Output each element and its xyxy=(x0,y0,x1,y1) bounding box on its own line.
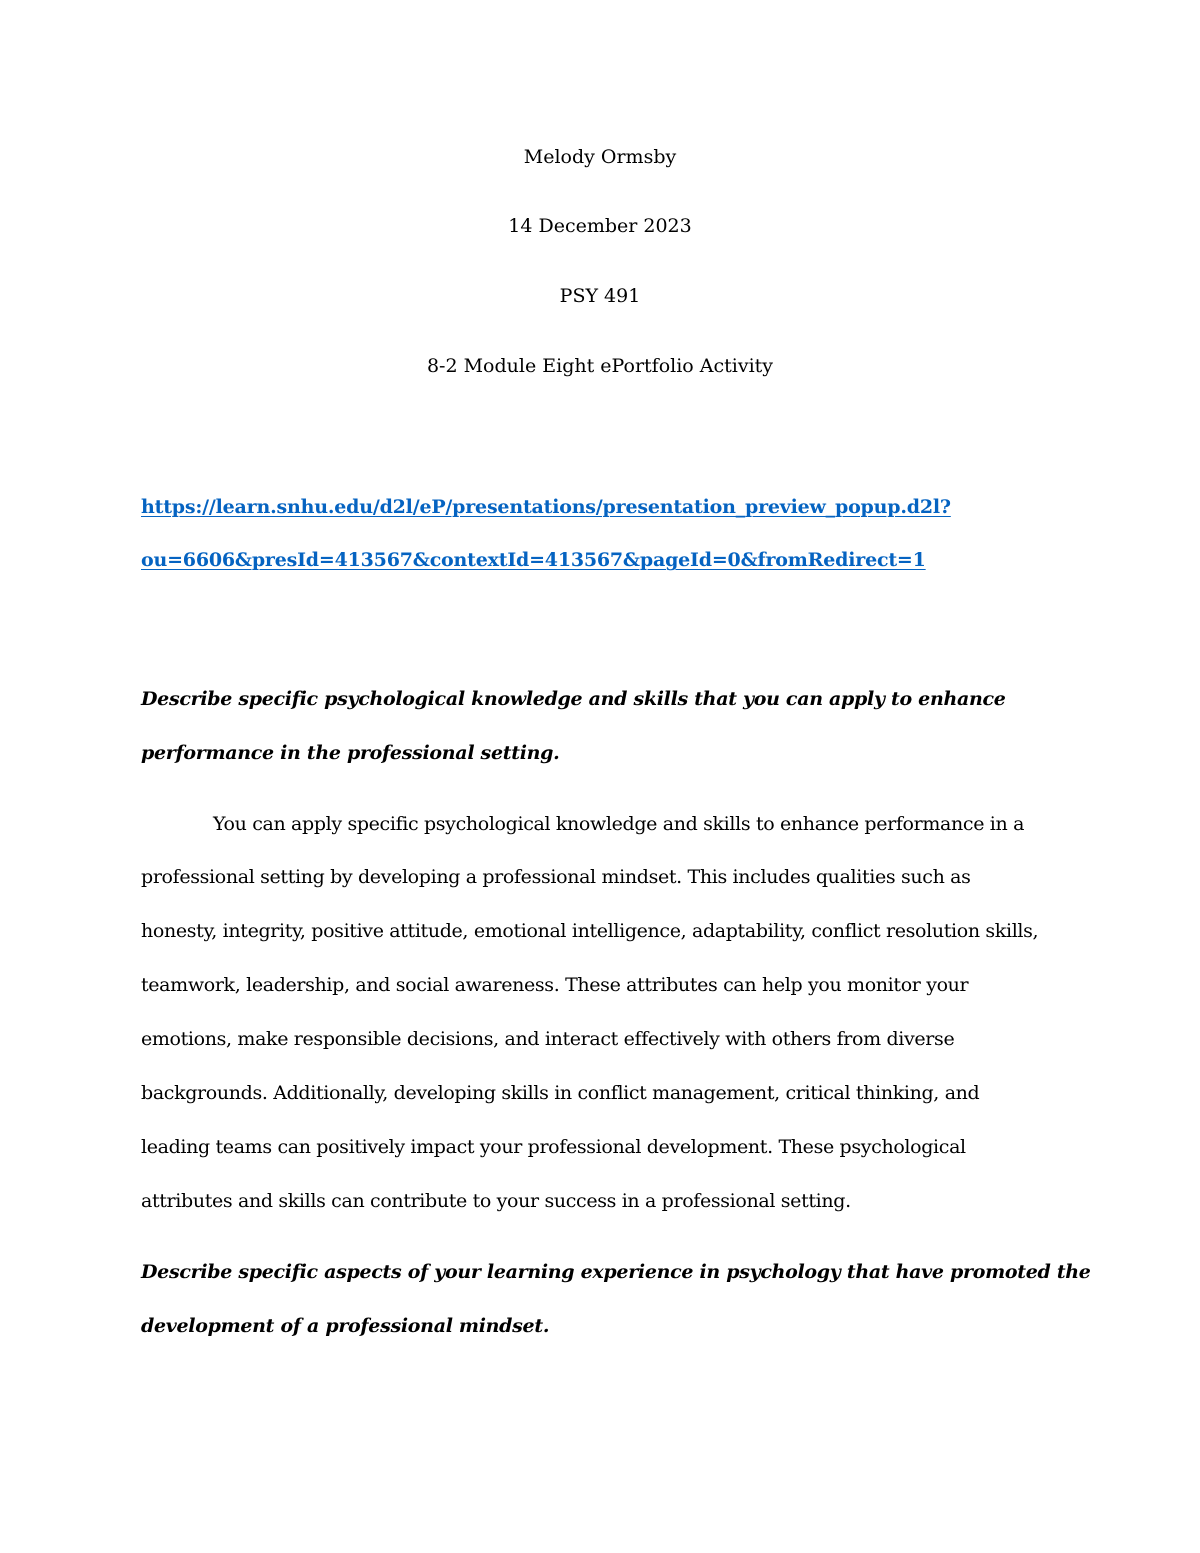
answer-1-line-7: leading teams can positively impact your professional development. These psychological xyxy=(141,1136,966,1158)
answer-1-line-4: teamwork, leadership, and social awareness. These attributes can help you monitor your xyxy=(141,974,969,996)
answer-1-line-2: professional setting by developing a professional mindset. This includes qualities such as xyxy=(141,866,971,888)
eportfolio-link-line-2[interactable]: ou=6606&presId=413567&contextId=413567&pageId=0&fromRedirect=1 xyxy=(141,549,926,571)
assignment-title: 8-2 Module Eight ePortfolio Activity xyxy=(426,355,774,377)
answer-1-line-6: backgrounds. Additionally, developing skills in conflict management, critical thinking, and xyxy=(141,1082,980,1104)
answer-1-line-1: You can apply specific psychological knowledge and skills to enhance performance in a xyxy=(213,813,1025,835)
course-code: PSY 491 xyxy=(559,285,641,307)
answer-1-line-8: attributes and skills can contribute to your success in a professional setting. xyxy=(141,1190,851,1212)
question-2-line-2: development of a professional mindset. xyxy=(141,1315,550,1337)
document-date: 14 December 2023 xyxy=(508,215,692,237)
answer-1-line-3: honesty, integrity, positive attitude, emotional intelligence, adaptability, conflict resolution skills, xyxy=(141,920,1039,942)
author-name: Melody Ormsby xyxy=(523,146,677,168)
eportfolio-link-line-1[interactable]: https://learn.snhu.edu/d2l/eP/presentations/presentation_preview_popup.d2l? xyxy=(141,496,951,518)
answer-1-line-5: emotions, make responsible decisions, and interact effectively with others from diverse xyxy=(141,1028,955,1050)
question-1-line-2: performance in the professional setting. xyxy=(141,742,560,764)
question-1-line-1: Describe specific psychological knowledge and skills that you can apply to enhance xyxy=(141,688,1006,710)
question-2-line-1: Describe specific aspects of your learning experience in psychology that have promoted the xyxy=(141,1261,1091,1283)
